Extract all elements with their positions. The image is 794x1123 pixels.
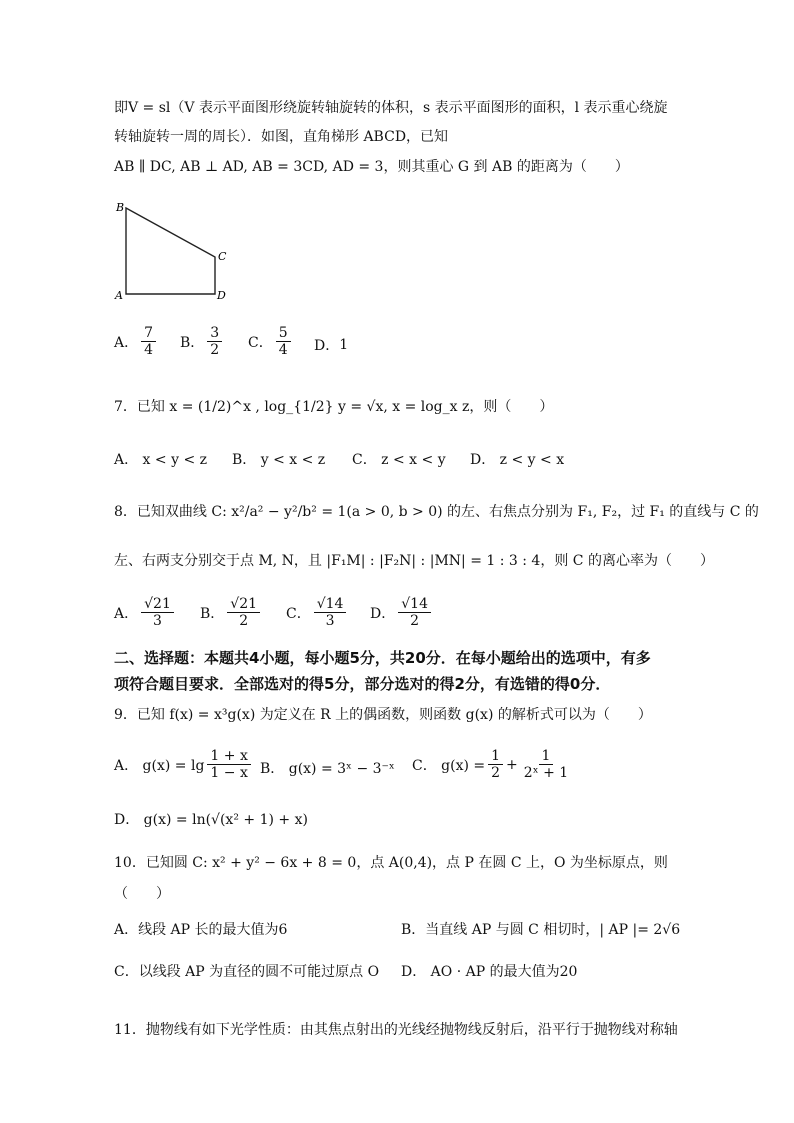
q7-option-d[interactable]: D． z < y < x bbox=[470, 452, 565, 468]
q8-line-1: 8．已知双曲线 C: x²/a² − y²/b² = 1(a > 0, b > 0) 的左、右焦点分别为 F₁, F₂，过 F₁ 的直线与 C 的 bbox=[114, 504, 759, 520]
q7-options bbox=[114, 449, 674, 469]
q6-option-a[interactable]: A． $\frac{7}{4}$ bbox=[114, 325, 159, 358]
trapezoid-shape bbox=[126, 208, 215, 294]
q10-option-c[interactable]: C．以线段 AP 为直径的圆不可能过原点 O bbox=[114, 964, 380, 980]
q8-option-b[interactable]: B． $\frac{√21}{2}$ bbox=[200, 596, 263, 629]
label-b: B bbox=[116, 201, 125, 214]
q11-line-1: 11．抛物线有如下光学性质：由其焦点射出的光线经抛物线反射后，沿平行于抛物线对称轴 bbox=[114, 1022, 678, 1038]
q10-line-1: 10．已知圆 C: x² + y² − 6x + 8 = 0，点 A(0,4)，点 P 在圆 C 上，O 为坐标原点，则 bbox=[114, 855, 668, 871]
q7-option-c[interactable]: C． z < x < y bbox=[352, 452, 446, 468]
q9-stem: 9．已知 f(x) = x³g(x) 为定义在 R 上的偶函数，则函数 g(x) 的解析式可以为（ ） bbox=[114, 707, 652, 723]
q7-option-b[interactable]: B． y < x < z bbox=[232, 452, 326, 468]
q10-line-2: （ ） bbox=[114, 886, 170, 902]
label-a: A bbox=[115, 289, 123, 302]
label-d: D bbox=[217, 289, 226, 302]
q6-option-c[interactable]: C． $\frac{5}{4}$ bbox=[248, 325, 294, 358]
q8-option-d[interactable]: D． $\frac{√14}{2}$ bbox=[370, 596, 434, 629]
label-c: C bbox=[218, 250, 227, 263]
q8-option-c[interactable]: C． $\frac{√14}{3}$ bbox=[286, 596, 349, 629]
q7-stem: 7．已知 x = (1/2)^x , log_{1/2} y = √x, x = log_x z，则（ ） bbox=[114, 399, 554, 415]
q10-option-d[interactable]: D． AO · AP 的最大值为20 bbox=[401, 964, 578, 980]
section-2-header-line-2: 项符合题目要求．全部选对的得5分，部分选对的得2分，有选错的得0分． bbox=[114, 675, 611, 693]
trapezoid-figure bbox=[110, 198, 235, 304]
q8-option-a[interactable]: A． $\frac{√21}{3}$ bbox=[114, 596, 177, 629]
q6-option-b[interactable]: B． $\frac{3}{2}$ bbox=[180, 325, 225, 358]
q9-option-a[interactable]: A． g(x) = lg $\frac{1 + x}{1 - x}$ bbox=[114, 748, 254, 781]
q9-option-b[interactable]: B． g(x) = 3ˣ − 3⁻ˣ bbox=[260, 761, 395, 777]
q10-option-b[interactable]: B．当直线 AP 与圆 C 相切时，| AP |= 2√6 bbox=[401, 922, 681, 938]
q8-options bbox=[114, 596, 674, 636]
q6-line-2: 转轴旋转一周的周长）．如图，直角梯形 ABCD，已知 bbox=[114, 129, 449, 145]
q9-option-d[interactable]: D． g(x) = ln(√(x² + 1) + x) bbox=[114, 812, 308, 828]
q6-line-1: 即V = sl（V 表示平面图形绕旋转轴旋转的体积，s 表示平面图形的面积，l 表示重心绕旋 bbox=[114, 100, 668, 116]
q6-line-3: AB ∥ DC, AB ⊥ AD, AB = 3CD, AD = 3，则其重心 G 到 AB 的距离为（ ） bbox=[114, 159, 629, 175]
q6-option-d[interactable]: D． 1 bbox=[314, 337, 349, 354]
q10-option-a[interactable]: A．线段 AP 长的最大值为6 bbox=[114, 922, 288, 938]
q7-option-a[interactable]: A． x < y < z bbox=[114, 452, 208, 468]
q9-option-c[interactable]: C． g(x) = $\frac{1}{2}$ + $\frac{1}{\text{2ˣ + 1}}$ bbox=[412, 748, 569, 781]
q6-options bbox=[114, 325, 674, 365]
q8-line-2: 左、右两支分别交于点 M, N，且 |F₁M| : |F₂N| : |MN| = 1 : 3 : 4，则 C 的离心率为（ ） bbox=[114, 553, 714, 569]
section-2-header-line-1: 二、选择题：本题共4小题，每小题5分，共20分．在每小题给出的选项中，有多 bbox=[114, 649, 651, 667]
q9-options-row bbox=[114, 748, 674, 790]
